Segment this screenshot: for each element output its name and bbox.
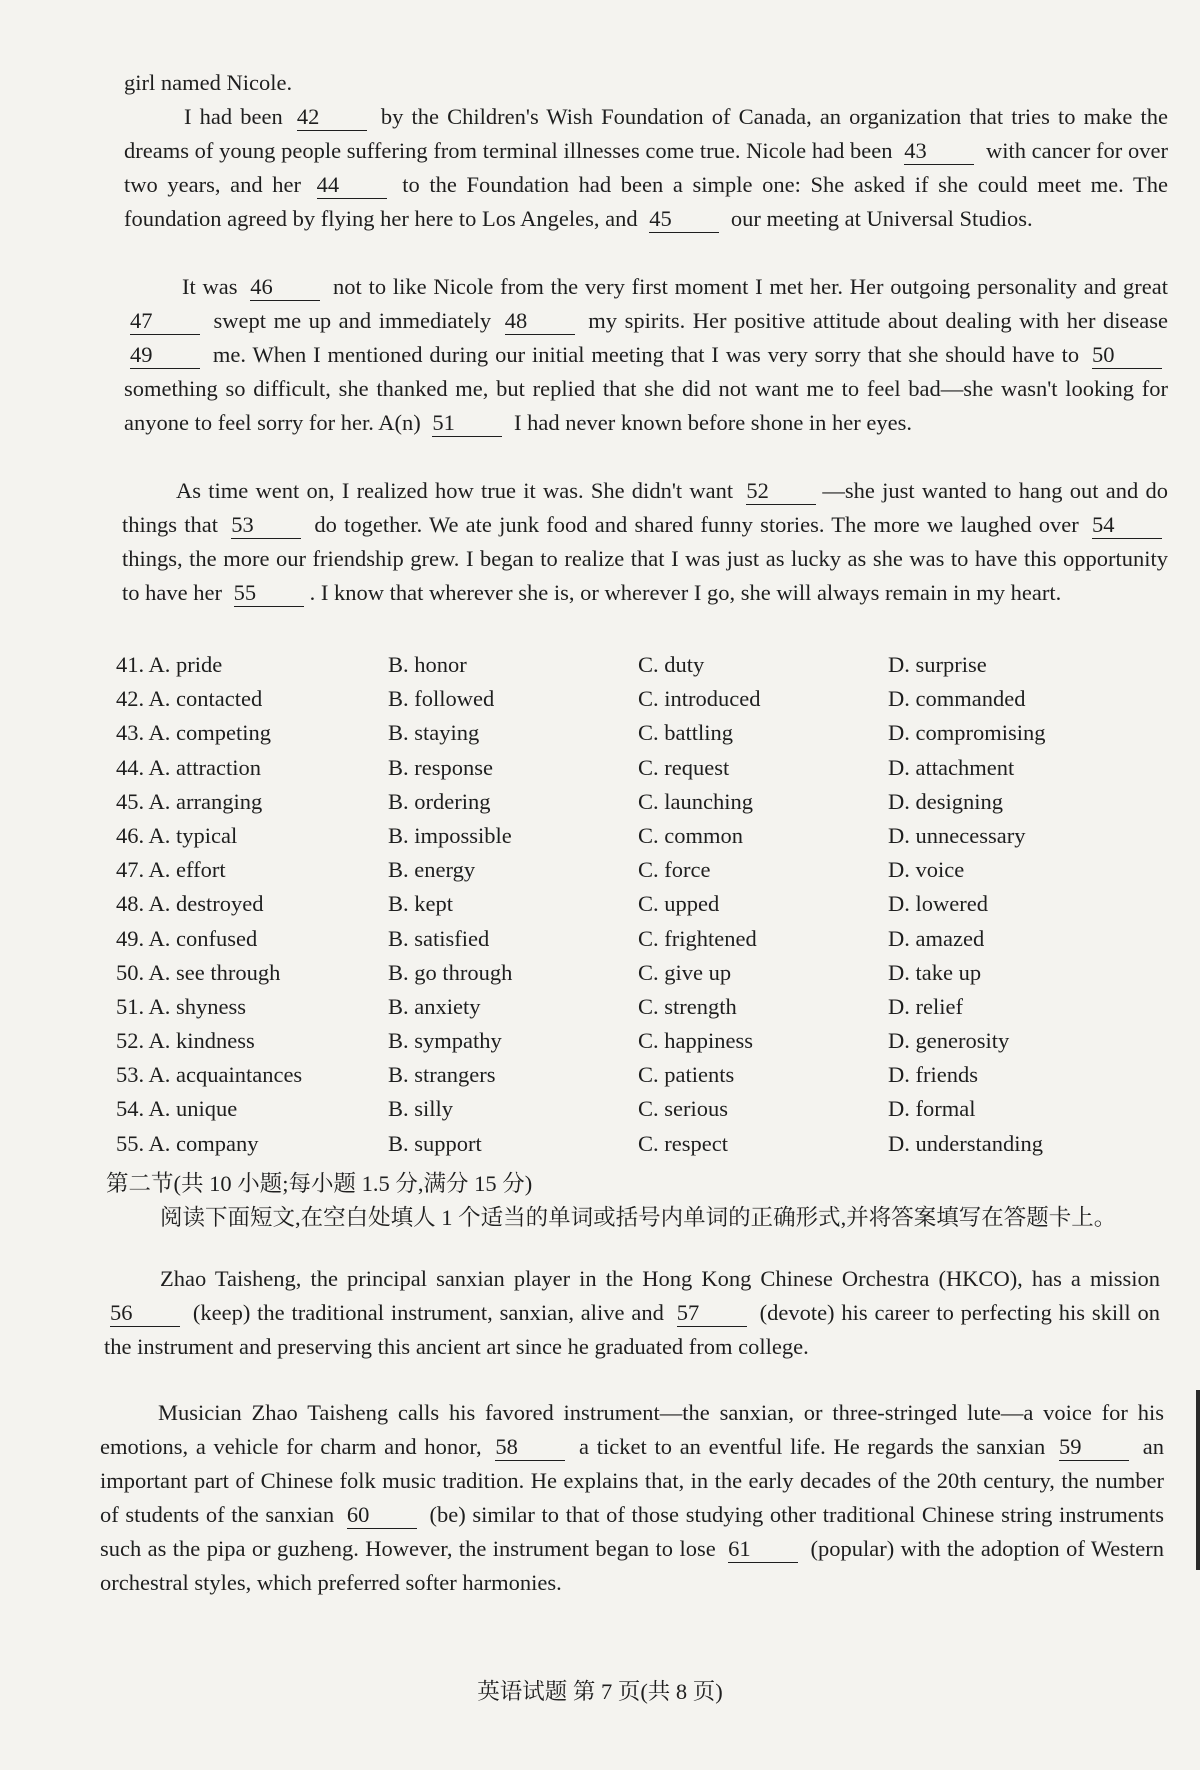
option-b: B. followed	[388, 686, 495, 712]
option-d: D. formal	[888, 1096, 976, 1122]
option-a: 46. A. typical	[116, 822, 238, 848]
option-b: B. kept	[388, 891, 453, 917]
option-b: B. impossible	[388, 822, 512, 848]
option-c: C. respect	[638, 1130, 728, 1156]
paragraph-text: me. When I mentioned during our initial meeting that I was very sorry that she should have to	[206, 342, 1086, 367]
paragraph-text: things, the more our friendship grew. I began to realize that I was just as lucky as she was to have this opportunity to have her	[122, 546, 1168, 605]
option-a: 51. A. shyness	[116, 993, 247, 1019]
option-d: D. unnecessary	[888, 822, 1026, 848]
option-c: C. launching	[638, 788, 753, 814]
paragraph-text: I had never known before shone in her eyes.	[508, 410, 913, 435]
blank-45: 45	[649, 206, 719, 233]
blank-44: 44	[317, 172, 387, 199]
blank-47: 47	[130, 308, 200, 335]
blank-55: 55	[234, 580, 304, 607]
option-b: B. go through	[388, 959, 513, 985]
option-c: C. introduced	[638, 686, 761, 712]
option-d: D. designing	[888, 788, 1003, 814]
blank-59: 59	[1059, 1434, 1129, 1461]
option-row	[116, 1127, 1116, 1161]
option-d: D. generosity	[888, 1028, 1010, 1054]
option-b: B. response	[388, 754, 493, 780]
scan-edge-mark	[1196, 1390, 1200, 1570]
paragraph-text: our meeting at Universal Studios.	[725, 206, 1033, 231]
option-c: C. happiness	[638, 1028, 753, 1054]
option-d: D. compromising	[888, 720, 1046, 746]
option-row	[116, 1058, 1116, 1092]
option-b: B. staying	[388, 720, 480, 746]
option-row	[116, 853, 1116, 887]
blank-56: 56	[110, 1300, 180, 1327]
paragraph-text: I had been	[184, 104, 291, 129]
paragraph-text: (devote) his career to perfecting his skill on the instrument and preserving this ancient art since he graduated from college.	[104, 1300, 1160, 1359]
option-d: D. understanding	[888, 1130, 1043, 1156]
paragraph-text: As time went on, I realized how true it was. She didn't want	[176, 478, 741, 503]
option-b: B. support	[388, 1130, 482, 1156]
section-two-heading: 第二节(共 10 小题;每小题 1.5 分,满分 15 分)	[106, 1171, 533, 1196]
paragraph-text: (popular) with the adoption of Western orchestral styles, which preferred softer harmonies.	[100, 1536, 1164, 1595]
option-a: 49. A. confused	[116, 925, 258, 951]
paragraph-text: with cancer for over two years, and her	[124, 138, 1168, 197]
blank-46: 46	[250, 274, 320, 301]
option-d: D. voice	[888, 857, 965, 883]
paragraph-text: (be) similar to that of those studying other traditional Chinese string instruments such as the pipa or guzheng. However, the instrument began to lose	[100, 1502, 1164, 1561]
option-b: B. sympathy	[388, 1028, 502, 1054]
blank-49: 49	[130, 342, 200, 369]
blank-52: 52	[746, 478, 816, 505]
option-a: 54. A. unique	[116, 1096, 238, 1122]
grammar-paragraph-2	[100, 1396, 1164, 1600]
option-d: D. attachment	[888, 754, 1015, 780]
option-c: C. common	[638, 822, 743, 848]
blank-48: 48	[505, 308, 575, 335]
option-a: 44. A. attraction	[116, 754, 261, 780]
paragraph-text: by the Children's Wish Foundation of Canada, an organization that tries to make the dreams of young people suffering from terminal illnesses come true. Nicole had been	[124, 104, 1168, 163]
option-d: D. lowered	[888, 891, 988, 917]
option-d: D. commanded	[888, 686, 1026, 712]
option-a: 41. A. pride	[116, 652, 223, 677]
option-d: D. relief	[888, 993, 963, 1019]
blank-54: 54	[1092, 512, 1162, 539]
option-b: B. anxiety	[388, 993, 481, 1019]
option-row	[116, 1024, 1116, 1058]
option-a: 50. A. see through	[116, 959, 281, 985]
paragraph-text: (keep) the traditional instrument, sanxian, alive and	[186, 1300, 671, 1325]
option-d: D. amazed	[888, 925, 985, 951]
option-row	[116, 1092, 1116, 1126]
passage-paragraph-4	[122, 474, 1168, 610]
option-a: 55. A. company	[116, 1130, 259, 1156]
blank-51: 51	[432, 410, 502, 437]
blank-61: 61	[728, 1536, 798, 1563]
paragraph-text: to the Foundation had been a simple one: She asked if she could meet me. The foundation agreed by flying her here to Los Angeles, and	[124, 172, 1168, 231]
option-c: C. upped	[638, 891, 720, 917]
blank-60: 60	[347, 1502, 417, 1529]
option-b: B. ordering	[388, 788, 491, 814]
blank-43: 43	[904, 138, 974, 165]
passage-paragraph-3	[124, 270, 1168, 440]
option-d: D. friends	[888, 1062, 978, 1088]
paragraph-text: something so difficult, she thanked me, but replied that she did not want me to feel bad—she wasn't looking for anyone to feel sorry for her. A(n)	[124, 376, 1168, 435]
blank-42: 42	[297, 104, 367, 131]
option-b: B. silly	[388, 1096, 454, 1122]
paragraph-text: do together. We ate junk food and shared funny stories. The more we laughed over	[307, 512, 1087, 537]
option-d: D. surprise	[888, 652, 987, 677]
paragraph-text: my spirits. Her positive attitude about dealing with her disease	[580, 308, 1168, 333]
option-row	[116, 716, 1116, 750]
option-row	[116, 819, 1116, 853]
paragraph-text: Musician Zhao Taisheng calls his favored instrument—the sanxian, or three-stringed lute—a voice for his emotions, a vehicle for charm and honor,	[100, 1400, 1164, 1459]
option-row	[116, 682, 1116, 716]
option-c: C. request	[638, 754, 730, 780]
option-a: 47. A. effort	[116, 857, 226, 883]
paragraph-text: . I know that wherever she is, or wherever I go, she will always remain in my heart.	[309, 580, 1062, 605]
option-c: C. frightened	[638, 925, 757, 951]
option-a: 42. A. contacted	[116, 686, 263, 712]
option-c: C. serious	[638, 1096, 728, 1122]
option-d: D. take up	[888, 959, 982, 985]
paragraph-text: It was	[182, 274, 245, 299]
option-row	[116, 956, 1116, 990]
page-footer: 英语试题 第 7 页(共 8 页)	[477, 1679, 723, 1704]
option-c: C. strength	[638, 993, 737, 1019]
grammar-paragraph-1	[104, 1262, 1160, 1364]
option-b: B. energy	[388, 857, 476, 883]
option-row	[116, 648, 1116, 682]
answer-options-table	[116, 648, 1116, 1161]
option-a: 52. A. kindness	[116, 1028, 255, 1054]
option-b: B. honor	[388, 652, 467, 677]
option-b: B. strangers	[388, 1062, 496, 1088]
option-a: 45. A. arranging	[116, 788, 263, 814]
paragraph-text: Zhao Taisheng, the principal sanxian player in the Hong Kong Chinese Orchestra (HKCO), has a mission	[160, 1266, 1160, 1291]
option-c: C. force	[638, 857, 711, 883]
option-a: 48. A. destroyed	[116, 891, 264, 917]
blank-58: 58	[495, 1434, 565, 1461]
option-a: 43. A. competing	[116, 720, 271, 746]
option-c: C. give up	[638, 959, 732, 985]
blank-57: 57	[677, 1300, 747, 1327]
blank-53: 53	[231, 512, 301, 539]
option-a: 53. A. acquaintances	[116, 1062, 303, 1088]
option-row	[116, 990, 1116, 1024]
paragraph-text: swept me up and immediately	[206, 308, 499, 333]
option-row	[116, 751, 1116, 785]
passage-paragraph-1: girl named Nicole.	[124, 70, 293, 95]
option-row	[116, 922, 1116, 956]
option-c: C. patients	[638, 1062, 735, 1088]
option-row	[116, 887, 1116, 921]
option-b: B. satisfied	[388, 925, 490, 951]
passage-paragraph-2	[124, 100, 1168, 236]
paragraph-text: —she just wanted to hang out and do things that	[122, 478, 1168, 537]
paragraph-text: a ticket to an eventful life. He regards the sanxian	[571, 1434, 1054, 1459]
section-two-instruction: 阅读下面短文,在空白处填人 1 个适当的单词或括号内单词的正确形式,并将答案填写在答题卡上。	[160, 1205, 1117, 1230]
option-c: C. battling	[638, 720, 733, 746]
blank-50: 50	[1092, 342, 1162, 369]
paragraph-text: not to like Nicole from the very first moment I met her. Her outgoing personality and great	[326, 274, 1168, 299]
option-row	[116, 785, 1116, 819]
option-c: C. duty	[638, 652, 705, 677]
paragraph-text: an important part of Chinese folk music tradition. He explains that, in the early decades of the 20th century, the number of students of the sanxian	[100, 1434, 1164, 1527]
